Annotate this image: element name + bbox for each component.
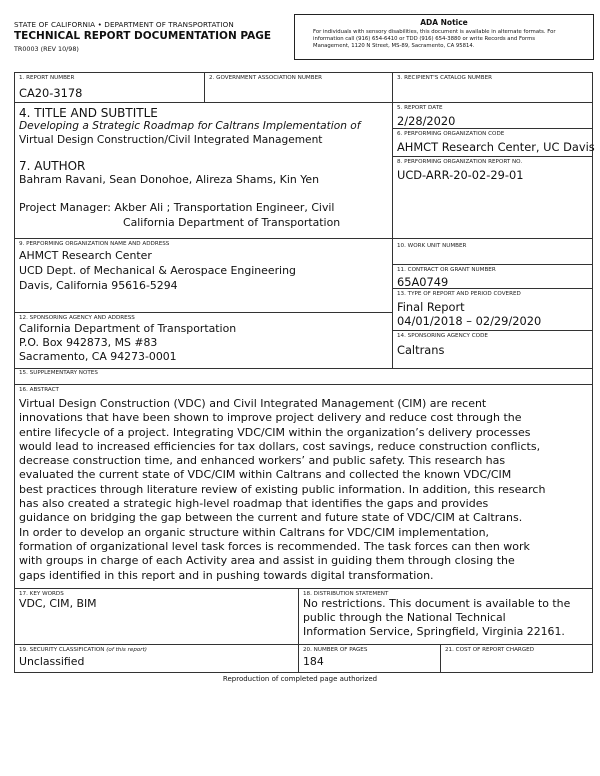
project-manager-line: Project Manager: Akber Ali ; Transportation Engineer, Civil (19, 201, 335, 214)
state-line: STATE OF CALIFORNIA • DEPARTMENT OF TRANSPORTATION (14, 20, 234, 29)
field-work-unit-number (393, 239, 593, 265)
abstract-line: formation of organizational level task forces is recommended. The task forces can then work (19, 539, 530, 553)
field-cost-of-report (441, 645, 593, 673)
project-manager-org: California Department of Transportation (123, 216, 341, 229)
distribution-line-1: No restrictions. This document is available to the (303, 597, 571, 610)
title-line-2: Virtual Design Construction/Civil Integrated Management (19, 134, 323, 146)
ada-notice-text-2: information call (916) 654-6410 or TDD (916) 654-3880 or write Records and Forms (313, 36, 536, 43)
ada-notice-text-1: For individuals with sensory disabilities, this document is available in alternate formats. For (313, 29, 556, 35)
field-distribution-statement (299, 589, 593, 645)
report-documentation-form (14, 72, 593, 673)
field-label: 20. NUMBER OF PAGES (303, 647, 368, 653)
field-label: 16. ABSTRACT (19, 387, 59, 393)
abstract-line: gaps identified in this report and in pushing towards digital transformation. (19, 568, 434, 582)
field-label: 18. DISTRIBUTION STATEMENT (303, 591, 389, 597)
abstract-line: would lead to increased efficiencies for tax dollars, cost savings, reduce construction conflicts, (19, 439, 541, 453)
author-label: 7. AUTHOR (19, 159, 86, 173)
security-classification-value: Unclassified (19, 655, 85, 668)
number-of-pages-value: 184 (303, 655, 324, 668)
form-code: TR0003 (REV 10/98) (14, 45, 79, 53)
field-label: 21. COST OF REPORT CHARGED (445, 647, 534, 653)
field-label: 11. CONTRACT OR GRANT NUMBER (397, 267, 496, 273)
field-abstract (15, 385, 593, 589)
distribution-line-3: Information Service, Springfield, Virginia 22161. (303, 625, 565, 638)
abstract-line: entire lifecycle of a project. Integrating VDC/CIM within the organization’s delivery processes (19, 425, 531, 439)
abstract-line: has also created a strategic high-level roadmap that identifies the gaps and provides (19, 497, 489, 511)
field-label: 9. PERFORMING ORGANIZATION NAME AND ADDRESS (19, 241, 170, 247)
field-label: 15. SUPPLEMENTARY NOTES (19, 370, 98, 376)
field-sponsoring-agency-code (393, 331, 593, 369)
abstract-text (19, 397, 588, 583)
field-label: 12. SPONSORING AGENCY AND ADDRESS (19, 315, 135, 321)
field-performing-organization-report-no (393, 157, 593, 239)
field-label: 19. SECURITY CLASSIFICATION (of this report) (19, 647, 147, 653)
field-performing-organization-code (393, 129, 593, 157)
contract-number-value: 65A0749 (397, 275, 449, 289)
field-label: 5. REPORT DATE (397, 105, 443, 111)
abstract-line: with groups in charge of each Activity area and assist in guiding them through closing the (19, 554, 515, 568)
authors-value: Bahram Ravani, Sean Donohoe, Alireza Shams, Kin Yen (19, 173, 320, 186)
field-label: 6. PERFORMING ORGANIZATION CODE (397, 131, 505, 137)
performing-org-line-1: AHMCT Research Center (19, 249, 152, 262)
field-key-words (15, 589, 299, 645)
distribution-line-2: public through the National Technical (303, 611, 506, 624)
field-label: 8. PERFORMING ORGANIZATION REPORT NO. (397, 159, 523, 165)
form-title: TECHNICAL REPORT DOCUMENTATION PAGE (14, 30, 272, 42)
field-security-classification (15, 645, 299, 673)
report-number-value: CA20-3178 (19, 86, 83, 100)
field-report-type-period (393, 289, 593, 331)
sponsor-line-1: California Department of Transportation (19, 322, 237, 335)
abstract-line: evaluated the current state of VDC/CIM within Caltrans and collected the known VDC/CIM (19, 468, 512, 482)
abstract-line: Virtual Design Construction (VDC) and Civil Integrated Management (CIM) are recent (19, 397, 487, 410)
abstract-line: innovations that have been shown to improve project delivery and reduce cost through the (19, 411, 522, 425)
abstract-line: best practices through literature review of existing public information. In addition, this research (19, 482, 546, 496)
field-report-number (15, 73, 205, 103)
ada-notice-text-3: Management, 1120 N Street, MS-89, Sacramento, CA 95814. (313, 43, 475, 50)
sponsoring-agency-code-value: Caltrans (397, 343, 445, 357)
abstract-line: In order to develop an organic structure within Caltrans for VDC/CIM implementation, (19, 525, 490, 539)
ada-notice-box (294, 14, 594, 60)
field-recipient-catalog-number (393, 73, 593, 103)
performing-org-line-2: UCD Dept. of Mechanical & Aerospace Engineering (19, 264, 296, 277)
field-label: 3. RECIPIENT'S CATALOG NUMBER (397, 75, 493, 81)
performing-org-line-3: Davis, California 95616-5294 (19, 279, 178, 292)
field-label: 10. WORK UNIT NUMBER (397, 243, 467, 249)
report-date-value: 2/28/2020 (397, 114, 456, 128)
field-label: 13. TYPE OF REPORT AND PERIOD COVERED (397, 291, 521, 297)
field-supplementary-notes (15, 369, 593, 385)
ada-notice-title: ADA Notice (420, 18, 468, 27)
field-label: 17. KEY WORDS (19, 591, 64, 597)
reproduction-note: Reproduction of completed page authorized (222, 675, 378, 683)
field-title-and-author (15, 103, 393, 239)
performing-org-report-value: UCD-ARR-20-02-29-01 (397, 168, 524, 182)
report-type-value: Final Report (397, 300, 465, 314)
field-government-association-number (205, 73, 393, 103)
report-period-value: 04/01/2018 – 02/29/2020 (397, 314, 542, 328)
field-number-of-pages (299, 645, 441, 673)
title-subtitle-label: 4. TITLE AND SUBTITLE (19, 106, 158, 120)
abstract-line: decrease construction time, and enhanced workers’ and public safety. This research has (19, 454, 506, 468)
field-report-date (393, 103, 593, 129)
title-line-1: Developing a Strategic Roadmap for Caltrans Implementation of (19, 120, 361, 132)
field-label: 2. GOVERNMENT ASSOCIATION NUMBER (209, 75, 322, 81)
field-label: 1. REPORT NUMBER (19, 75, 75, 81)
field-performing-organization-address (15, 239, 393, 313)
field-contract-grant-number (393, 265, 593, 289)
sponsor-line-2: P.O. Box 942873, MS #83 (19, 336, 158, 349)
performing-org-code-value: AHMCT Research Center, UC Davis (397, 140, 595, 154)
key-words-value: VDC, CIM, BIM (19, 597, 97, 610)
abstract-line: guidance on bridging the gap between the current and future state of VDC/CIM at Caltrans. (19, 511, 523, 525)
field-label: 14. SPONSORING AGENCY CODE (397, 333, 488, 339)
field-sponsoring-agency-address (15, 313, 393, 369)
sponsor-line-3: Sacramento, CA 94273-0001 (19, 350, 177, 363)
